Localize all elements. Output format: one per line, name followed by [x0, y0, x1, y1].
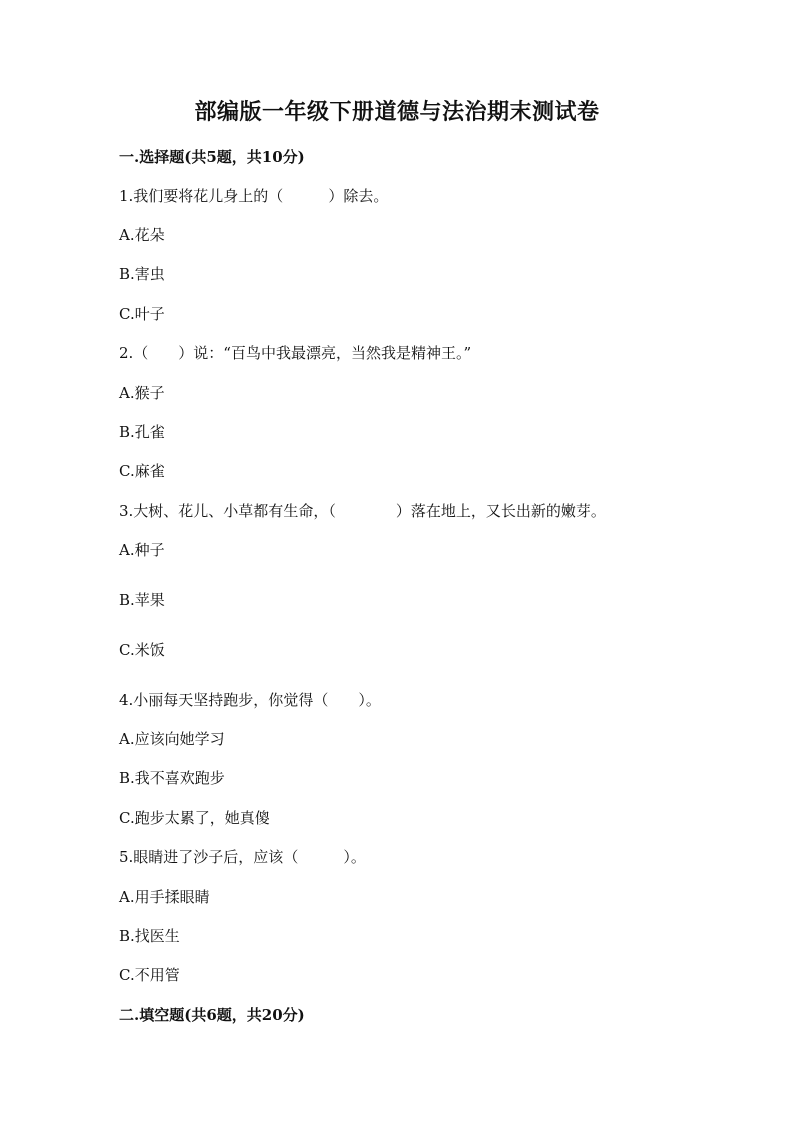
answer-option: A.花朵 — [119, 226, 165, 244]
answer-option: B.找医生 — [119, 927, 180, 945]
answer-option: A.用手揉眼睛 — [119, 888, 210, 906]
answer-option: B.苹果 — [119, 591, 165, 609]
answer-option: A.种子 — [119, 541, 165, 559]
section-heading: 一.选择题(共5题，共10分) — [119, 148, 305, 166]
answer-option: C.跑步太累了，她真傻 — [119, 809, 270, 827]
question-stem: 3.大树、花儿、小草都有生命，（ ）落在地上，又长出新的嫩芽。 — [119, 502, 606, 520]
question-stem: 2.（ ）说：“百鸟中我最漂亮，当然我是精神王。” — [119, 344, 472, 362]
answer-option: C.不用管 — [119, 966, 180, 984]
question-stem: 4.小丽每天坚持跑步，你觉得（ ）。 — [119, 691, 381, 709]
section-heading: 二.填空题(共6题，共20分) — [119, 1006, 305, 1024]
answer-option: B.害虫 — [119, 265, 165, 283]
question-stem: 5.眼睛进了沙子后，应该（ ）。 — [119, 848, 366, 866]
answer-option: C.米饭 — [119, 641, 165, 659]
answer-option: C.叶子 — [119, 305, 165, 323]
question-stem: 1.我们要将花儿身上的（ ）除去。 — [119, 187, 389, 205]
answer-option: B.我不喜欢跑步 — [119, 769, 225, 787]
answer-option: A.应该向她学习 — [119, 730, 225, 748]
answer-option: B.孔雀 — [119, 423, 165, 441]
page-title: 部编版一年级下册道德与法治期末测试卷 — [194, 99, 600, 125]
answer-option: C.麻雀 — [119, 462, 165, 480]
answer-option: A.猴子 — [119, 384, 165, 402]
